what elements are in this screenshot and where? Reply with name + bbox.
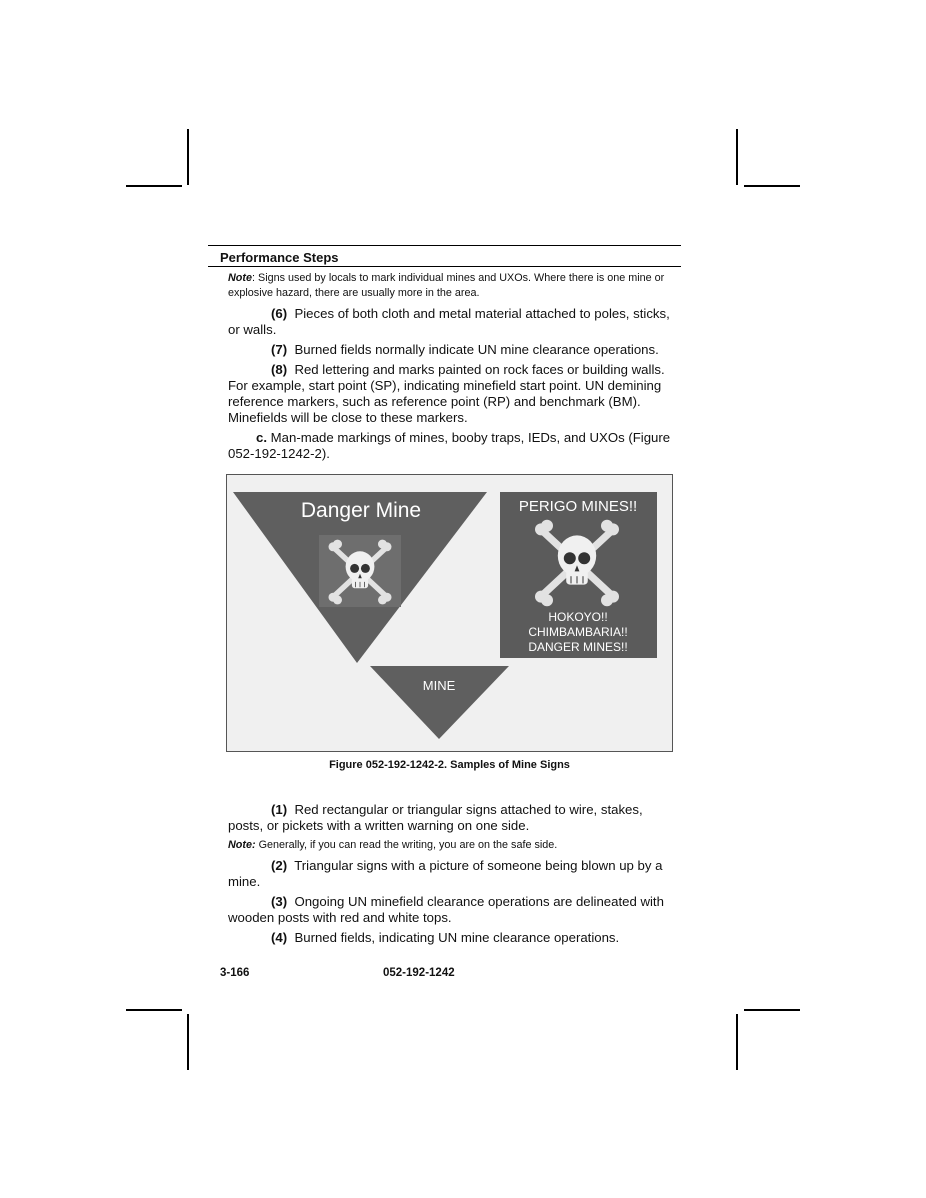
- crop-mark: [187, 1014, 189, 1070]
- crop-mark: [187, 129, 189, 185]
- crop-mark: [744, 1009, 800, 1011]
- step-number: (2): [271, 858, 288, 873]
- step-text: Red rectangular or triangular signs attached to wire, stakes, posts, or pickets with a written warning on one side.: [228, 802, 643, 833]
- crop-mark: [736, 1014, 738, 1070]
- step-item: [228, 858, 676, 890]
- step-text: Pieces of both cloth and metal material attached to poles, sticks, or walls.: [228, 306, 670, 337]
- note-label: Note:: [228, 839, 256, 851]
- step-text: Burned fields, indicating UN mine clearance operations.: [294, 930, 620, 945]
- heading-rule-top: [208, 245, 681, 246]
- task-code: 052-192-1242: [383, 967, 455, 979]
- step-number: (3): [271, 894, 288, 909]
- step-number: (1): [271, 802, 288, 817]
- sign-perigo-line: CHIMBAMBARIA!!: [528, 625, 628, 639]
- note-paragraph: [228, 271, 676, 301]
- step-number: (6): [271, 306, 288, 321]
- sign-mine-text: MINE: [422, 678, 456, 693]
- crop-mark: [736, 129, 738, 185]
- section-heading: Performance Steps: [220, 250, 339, 265]
- figure-caption: Figure 052-192-1242-2. Samples of Mine Signs: [329, 759, 570, 771]
- step-item: [228, 930, 676, 946]
- step-item: [228, 802, 676, 834]
- sign-perigo-title: PERIGO MINES!!: [518, 498, 638, 515]
- step-text: Triangular signs with a picture of someone being blown up by a mine.: [228, 858, 663, 889]
- step-number: (7): [271, 342, 288, 357]
- step-item: [228, 306, 676, 338]
- step-text: Red lettering and marks painted on rock faces or building walls. For example, start point (SP), indicating minefield start point. UN demining reference markers, such as reference point (RP) and benchmark (BM). Minefields will be close to these markers.: [228, 362, 665, 425]
- step-text: Ongoing UN minefield clearance operations are delineated with wooden posts with red and white tops.: [228, 894, 664, 925]
- sign-perigo-line: HOKOYO!!: [548, 610, 608, 624]
- step-letter: c.: [256, 430, 267, 445]
- note-label: Note: [228, 272, 252, 284]
- note-text: : Signs used by locals to mark individual mines and UXOs. Where there is one mine or explosive hazard, there are usually more in the area.: [228, 272, 665, 299]
- page-number: 3-166: [220, 967, 250, 979]
- crop-mark: [744, 185, 800, 187]
- sign-danger-mine-text: Danger Mine: [300, 499, 422, 522]
- step-item: [228, 342, 676, 358]
- crop-mark: [126, 1009, 182, 1011]
- step-number: (4): [271, 930, 288, 945]
- note-paragraph: [228, 838, 676, 853]
- mine-triangle-sign: [370, 666, 509, 739]
- crop-mark: [126, 185, 182, 187]
- step-text: Burned fields normally indicate UN mine clearance operations.: [294, 342, 659, 357]
- step-text: Man-made markings of mines, booby traps, IEDs, and UXOs (Figure 052-192-1242-2).: [228, 430, 671, 461]
- step-item: [228, 430, 676, 462]
- note-text: Generally, if you can read the writing, you are on the safe side.: [255, 839, 558, 851]
- sign-perigo-line: DANGER MINES!!: [528, 640, 628, 654]
- step-item: [228, 362, 676, 426]
- step-number: (8): [271, 362, 288, 377]
- heading-rule-bottom: [208, 266, 681, 267]
- mine-signs-figure: [226, 474, 673, 752]
- step-item: [228, 894, 676, 926]
